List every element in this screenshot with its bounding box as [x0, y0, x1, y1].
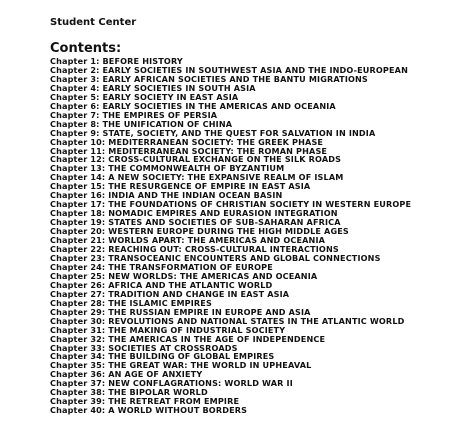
- chapter-item: Chapter 5: EARLY SOCIETY IN EAST ASIA: [50, 91, 239, 102]
- chapter-item: Chapter 6: EARLY SOCIETIES IN THE AMERICAS AND OCEANIA: [50, 100, 336, 111]
- chapter-item: Chapter 24: THE TRANSFORMATION OF EUROPE: [50, 261, 273, 272]
- chapter-item: Chapter 17: THE FOUNDATIONS OF CHRISTIAN SOCIETY IN WESTERN EUROPE: [50, 199, 412, 210]
- chapter-item: Chapter 31: THE MAKING OF INDUSTRIAL SOCIETY: [50, 324, 286, 335]
- chapter-item: Chapter 40: A WORLD WITHOUT BORDERS: [50, 405, 248, 416]
- chapter-item: Chapter 18: NOMADIC EMPIRES AND EURASION INTEGRATION: [50, 208, 338, 219]
- chapter-item: Chapter 19: STATES AND SOCIETIES OF SUB-SAHARAN AFRICA: [50, 217, 341, 228]
- chapter-item: Chapter 32: THE AMERICAS IN THE AGE OF INDEPENDENCE: [50, 333, 326, 344]
- chapter-item: Chapter 33: SOCIETIES AT CROSSROADS: [50, 342, 238, 353]
- chapter-item: Chapter 20: WESTERN EUROPE DURING THE HIGH MIDDLE AGES: [50, 226, 349, 237]
- chapter-item: Chapter 9: STATE, SOCIETY, AND THE QUEST FOR SALVATION IN INDIA: [50, 127, 376, 138]
- chapter-item: Chapter 29: THE RUSSIAN EMPIRE IN EUROPE AND ASIA: [50, 306, 311, 317]
- chapter-item: Chapter 4: EARLY SOCIETIES IN SOUTH ASIA: [50, 82, 256, 93]
- chapter-item: Chapter 14: A NEW SOCIETY: THE EXPANSIVE REALM OF ISLAM: [50, 172, 344, 183]
- chapter-item: Chapter 26: AFRICA AND THE ATLANTIC WORLD: [50, 279, 273, 290]
- chapter-item: Chapter 1: BEFORE HISTORY: [50, 56, 183, 66]
- chapter-item: Chapter 37: NEW CONFLAGRATIONS: WORLD WAR II: [50, 378, 293, 389]
- chapter-item: Chapter 21: WORLDS APART: THE AMERICAS AND OCEANIA: [50, 235, 326, 246]
- chapter-item: Chapter 25: NEW WORLDS: THE AMERICAS AND OCEANIA: [50, 270, 318, 281]
- chapter-item: Chapter 34: THE BUILDING OF GLOBAL EMPIRES: [50, 351, 275, 362]
- chapter-item: Chapter 15: THE RESURGENCE OF EMPIRE IN EAST ASIA: [50, 181, 311, 192]
- chapter-item: Chapter 27: TRADITION AND CHANGE IN EAST ASIA: [50, 288, 290, 299]
- chapter-item: Chapter 36: AN AGE OF ANXIETY: [50, 369, 203, 380]
- contents-heading: Contents:: [50, 41, 122, 56]
- chapter-item: Chapter 16: INDIA AND THE INDIAN OCEAN BASIN: [50, 190, 283, 201]
- document-page: [50, 17, 464, 415]
- chapter-item: Chapter 2: EARLY SOCIETIES IN SOUTHWEST ASIA AND THE INDO-EUROPEAN: [50, 64, 409, 75]
- chapter-item: Chapter 30: REVOLUTIONS AND NATIONAL STATES IN THE ATLANTIC WORLD: [50, 315, 405, 326]
- chapter-item: Chapter 7: THE EMPIRES OF PERSIA: [50, 109, 218, 120]
- chapter-item: Chapter 8: THE UNIFICATION OF CHINA: [50, 118, 233, 129]
- chapter-item: Chapter 38: THE BIPOLAR WORLD: [50, 387, 208, 398]
- chapter-item: Chapter 10: MEDITERRANEAN SOCIETY: THE GREEK PHASE: [50, 136, 324, 147]
- chapter-item: Chapter 23: TRANSOCEANIC ENCOUNTERS AND GLOBAL CONNECTIONS: [50, 252, 381, 263]
- chapter-item: Chapter 39: THE RETREAT FROM EMPIRE: [50, 396, 240, 407]
- chapter-item: Chapter 12: CROSS-CULTURAL EXCHANGE ON THE SILK ROADS: [50, 154, 342, 165]
- chapter-item: Chapter 22: REACHING OUT: CROSS-CULTURAL INTERACTIONS: [50, 244, 339, 255]
- chapter-item: Chapter 13: THE COMMONWEALTH OF BYZANTIUM: [50, 163, 285, 174]
- chapter-item: Chapter 28: THE ISLAMIC EMPIRES: [50, 297, 212, 308]
- chapter-list: [50, 57, 464, 415]
- chapter-item: Chapter 35: THE GREAT WAR: THE WORLD IN UPHEAVAL: [50, 360, 312, 371]
- site-header: Student Center: [50, 17, 137, 28]
- chapter-item: Chapter 3: EARLY AFRICAN SOCIETIES AND THE BANTU MIGRATIONS: [50, 73, 368, 84]
- chapter-item: Chapter 11: MEDITERRANEAN SOCIETY: THE ROMAN PHASE: [50, 145, 328, 156]
